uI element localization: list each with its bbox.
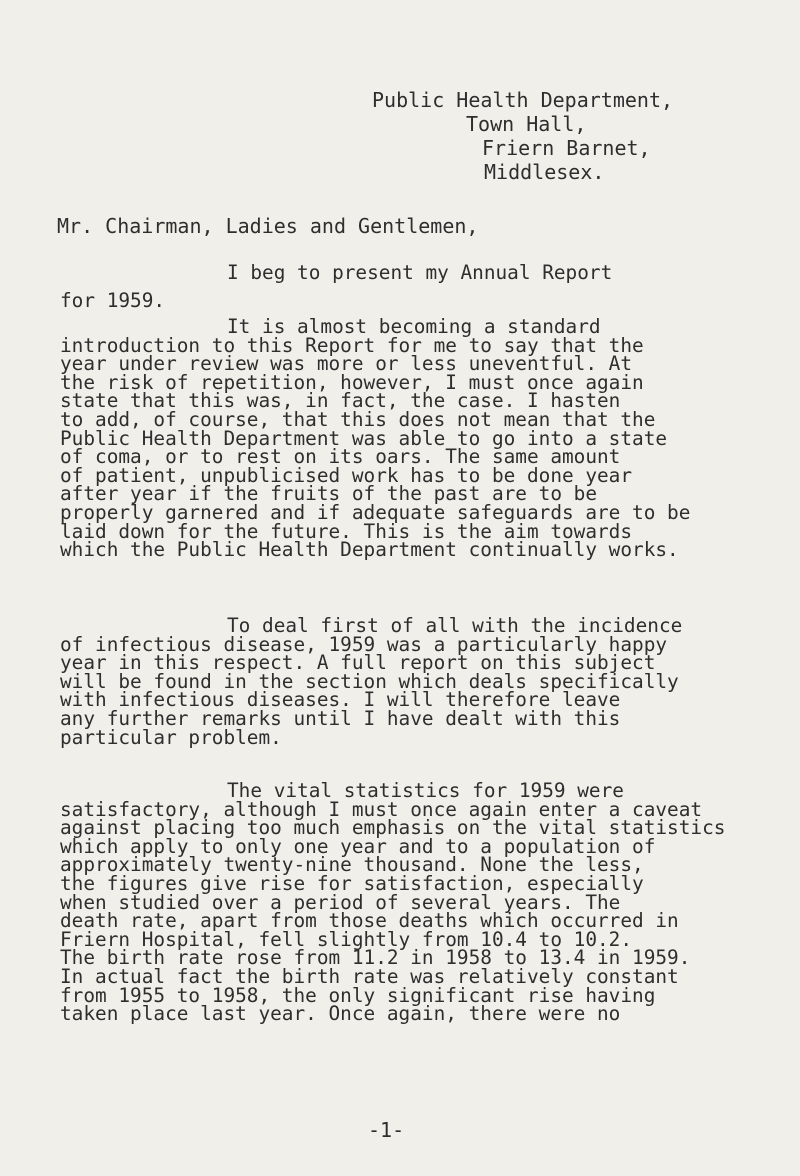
text-line: from 1955 to 1958, the only significant rise having	[60, 983, 656, 1007]
text-line: any further remarks until I have dealt with this	[60, 706, 621, 730]
text-line: I beg to present my Annual Report	[227, 261, 613, 284]
salutation: Mr. Chairman, Ladies and Gentlemen,	[57, 214, 479, 238]
letterhead-address	[372, 88, 673, 184]
text-line: which the Public Health Department continually works.	[60, 538, 679, 562]
text-line: The vital statistics for 1959 were	[227, 779, 624, 802]
paragraph-vital-statistics	[60, 779, 780, 1026]
address-line: Friern Barnet,	[482, 136, 651, 160]
text-line: introduction to this Report for me to say that the	[60, 333, 644, 357]
text-line: after year if the fruits of the past are to be	[60, 482, 598, 506]
paragraph-uneventful-year	[60, 315, 780, 562]
text-line: To deal first of all with the incidence	[227, 614, 683, 637]
text-line: with infectious diseases. I will therefore leave	[60, 688, 621, 712]
address-line: Middlesex.	[484, 160, 605, 184]
text-line: when studied over a period of several years. The	[60, 890, 621, 914]
paragraph-intro	[60, 259, 780, 315]
text-line: of infectious disease, 1959 was a particularly happy	[60, 632, 668, 656]
text-line: particular problem.	[60, 725, 282, 749]
text-line: for 1959.	[60, 289, 166, 312]
text-line: of patient, unpublicised work has to be done year	[60, 463, 633, 487]
text-line: Friern Hospital, fell slightly from 10.4 to 10.2.	[60, 927, 633, 951]
text-line: will be found in the section which deals specifically	[60, 669, 679, 693]
text-line: properly garnered and if adequate safeguards are to be	[60, 500, 691, 524]
text-line: to add, of course, that this does not mean that the	[60, 407, 656, 431]
text-line: satisfactory, although I must once again enter a caveat	[60, 797, 703, 821]
text-line: which apply to only one year and to a population of	[60, 834, 656, 858]
text-line: state that this was, in fact, the case. I hasten	[60, 389, 621, 413]
text-line: against placing too much emphasis on the vital statistics	[60, 816, 726, 840]
text-line: death rate, apart from those deaths which occurred in	[60, 909, 679, 933]
text-line: of coma, or to rest on its oars. The same amount	[60, 445, 621, 469]
paragraph-infectious-disease	[60, 614, 780, 749]
text-line: approximately twenty-nine thousand. None the less,	[60, 853, 644, 877]
address-line: Town Hall,	[466, 112, 587, 136]
page-number: -1-	[368, 1118, 405, 1142]
text-line: the risk of repetition, however, I must once again	[60, 370, 644, 394]
text-line: In actual fact the birth rate was relatively constant	[60, 964, 679, 988]
text-line: year under review was more or less uneventful. At	[60, 352, 633, 376]
text-line: It is almost becoming a standard	[227, 315, 601, 338]
text-line: taken place last year. Once again, there were no	[60, 1002, 621, 1026]
text-line: Public Health Department was able to go into a state	[60, 426, 668, 450]
text-line: laid down for the future. This is the aim towards	[60, 519, 633, 543]
text-line: The birth rate rose from 11.2 in 1958 to 13.4 in 1959.	[60, 946, 691, 970]
text-line: year in this respect. A full report on this subject	[60, 651, 656, 675]
address-line: Public Health Department,	[372, 88, 674, 112]
text-line: the figures give rise for satisfaction, especially	[60, 871, 644, 895]
